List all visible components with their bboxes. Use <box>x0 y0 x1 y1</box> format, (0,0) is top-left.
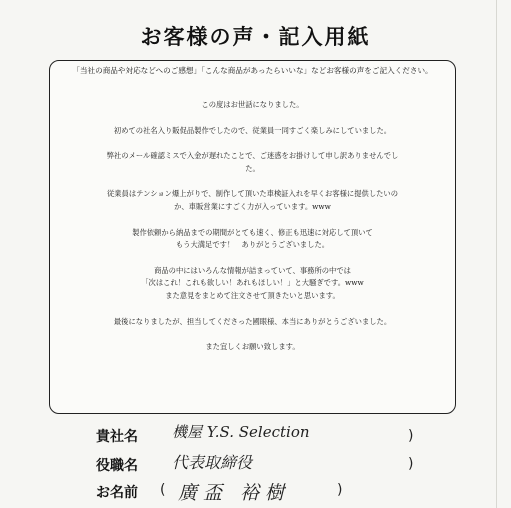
company-handwritten: 機屋 Y.S. Selection <box>172 423 310 441</box>
position-paren-close: ) <box>408 456 414 472</box>
name-paren-close: ) <box>337 482 343 498</box>
message-paragraph: 商品の中にはいろんな情報が詰まっていて、事務所の中では 「次はこれ！これも欲しい！あれもほしい！」と大騒ぎです。www また意見をまとめて注文させて頂きたいと思います。 <box>141 265 364 300</box>
message-paragraph: 最後になりましたが、担当してくださった國眼様、本当にありがとうございました。 <box>113 316 392 326</box>
message-paragraph: 初めての社名入り販促品製作でしたので、従業員一同すごく楽しみにしていました。 <box>113 125 392 135</box>
name-paren-open: ( <box>160 482 166 498</box>
position-handwritten: 代表取締役 <box>172 453 253 472</box>
feedback-box <box>49 60 456 414</box>
feedback-message <box>68 99 437 367</box>
paper-crease <box>496 0 497 508</box>
position-label: 役職名 <box>96 458 138 474</box>
form-instruction: 「当社の商品や対応などへのご感想」「こんな商品があったらいいな」などお客様の声をご記入ください。 <box>72 66 433 75</box>
company-paren-close: ) <box>408 428 414 444</box>
position-field <box>96 455 158 475</box>
message-paragraph: また宜しくお願い致します。 <box>205 342 300 352</box>
name-label: お名前 <box>96 485 138 501</box>
message-paragraph: この度はお世話になりました。 <box>201 100 304 109</box>
company-field <box>96 426 158 446</box>
form-title: お客様の声・記入用紙 <box>140 25 371 49</box>
message-paragraph: 従業員はテンション爆上がりで、制作して頂いた車検証入れを早くお客様に提供したいの か、車販営業にすごく力が入っています。www <box>106 189 399 211</box>
name-field <box>96 482 158 502</box>
name-handwritten: 廣盃 裕樹 <box>178 482 291 504</box>
message-paragraph: 弊社のメール確認ミスで入金が遅れたことで、ご迷惑をお掛けして申し訳ありませんでし た。 <box>106 151 399 173</box>
company-label: 貴社名 <box>96 429 138 445</box>
message-paragraph: 製作依頼から納品までの期間がとても速く、修正も迅速に対応して頂いて もう大満足です！ ありがとうございました。 <box>132 227 373 250</box>
